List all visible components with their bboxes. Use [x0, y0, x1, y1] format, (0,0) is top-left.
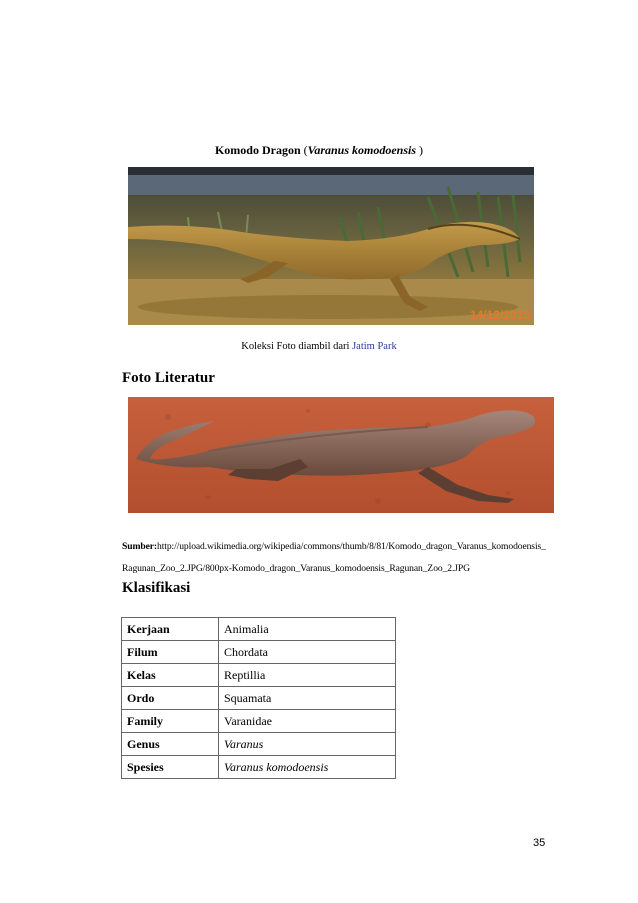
page-number: 35	[533, 837, 546, 849]
value-cell: Varanidae	[219, 710, 396, 733]
classification-heading: Klasifikasi	[122, 580, 191, 596]
literature-heading: Foto Literatur	[122, 370, 215, 386]
paren-open: (	[303, 143, 308, 157]
image-source	[122, 536, 552, 580]
value-cell: Chordata	[219, 641, 396, 664]
rank-cell: Genus	[122, 733, 219, 756]
scientific-name: Varanus komodoensis	[307, 143, 417, 157]
common-name: Komodo Dragon	[214, 143, 301, 157]
paren-close: )	[419, 143, 424, 157]
table-row	[122, 618, 396, 641]
source-url[interactable]: http://upload.wikimedia.org/wikipedia/commons/thumb/8/81/Komodo_dragon_Varanus_komodoensis_Ragunan_Zoo_2.JPG/800px-Komodo_dragon_Varanus_komodoensis_Ragunan_Zoo_2.JPG	[122, 541, 546, 574]
table-row	[122, 687, 396, 710]
table-row	[122, 641, 396, 664]
photo-title	[0, 143, 638, 158]
rank-cell: Filum	[122, 641, 219, 664]
rank-cell: Spesies	[122, 756, 219, 779]
table-row	[122, 733, 396, 756]
table-row	[122, 664, 396, 687]
photo-date-stamp: 14/12/2013	[469, 308, 530, 322]
caption-text: Koleksi Foto diambil dari	[241, 341, 350, 352]
table-row	[122, 710, 396, 733]
komodo-photo-jatim-park	[128, 167, 534, 325]
table-row	[122, 756, 396, 779]
value-cell: Animalia	[219, 618, 396, 641]
photo-caption	[0, 341, 638, 352]
value-cell: Squamata	[219, 687, 396, 710]
value-cell: Varanus komodoensis	[219, 756, 396, 779]
caption-link[interactable]: Jatim Park	[352, 341, 397, 352]
komodo-photo-literature	[128, 397, 554, 513]
rank-cell: Family	[122, 710, 219, 733]
value-cell: Reptillia	[219, 664, 396, 687]
rank-cell: Kerjaan	[122, 618, 219, 641]
classification-table	[121, 617, 396, 779]
value-cell: Varanus	[219, 733, 396, 756]
rank-cell: Ordo	[122, 687, 219, 710]
rank-cell: Kelas	[122, 664, 219, 687]
source-label: Sumber:	[122, 541, 158, 552]
